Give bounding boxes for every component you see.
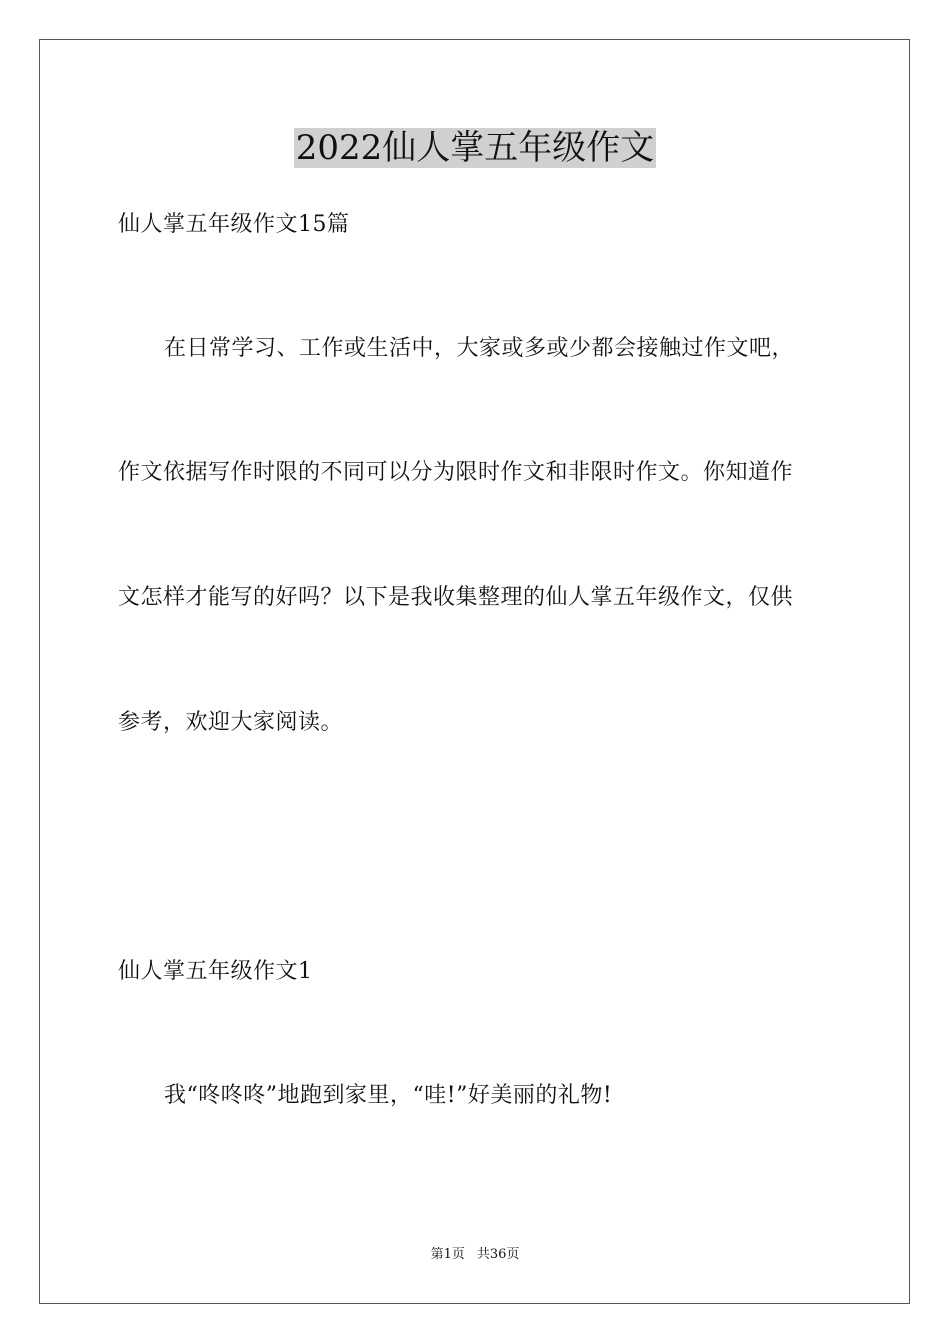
page-number-current: 第1页 [430, 1247, 465, 1262]
page-footer [0, 1246, 950, 1264]
intro-line: 文怎样才能写的好吗？以下是我收集整理的仙人掌五年级作文，仅供 [118, 585, 794, 610]
section-heading: 仙人掌五年级作文1 [118, 959, 313, 984]
intro-line: 参考，欢迎大家阅读。 [118, 710, 344, 735]
intro-line: 作文依据写作时限的不同可以分为限时作文和非限时作文。你知道作 [118, 460, 794, 485]
page-number-total: 共36页 [476, 1247, 520, 1262]
title-container [0, 128, 950, 168]
document-title: 2022仙人掌五年级作文 [295, 128, 655, 168]
document-subtitle: 仙人掌五年级作文15篇 [118, 212, 350, 237]
intro-line: 在日常学习、工作或生活中，大家或多或少都会接触过作文吧， [164, 336, 795, 361]
body-line: 我“咚咚咚”地跑到家里，“哇!”好美丽的礼物! [164, 1083, 613, 1108]
